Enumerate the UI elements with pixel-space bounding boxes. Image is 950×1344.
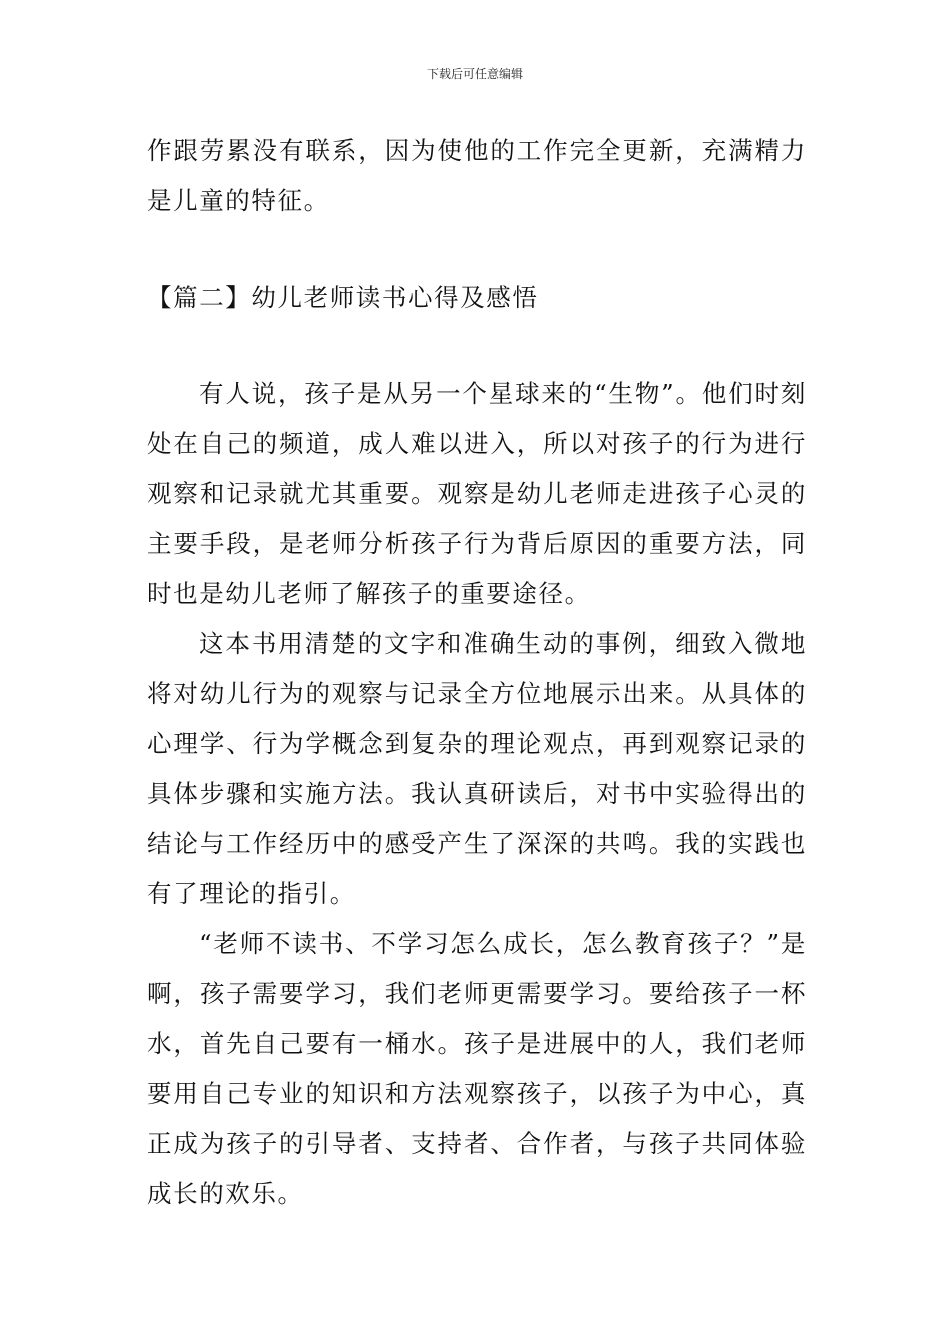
body-paragraph-3: “老师不读书、不学习怎么成长，怎么教育孩子？”是啊，孩子需要学习，我们老师更需要学习。要给孩子一杯水，首先自己要有一桶水。孩子是进展中的人，我们老师要用自己专业的知识和方法观察孩子，以孩子为中心，真正成为孩子的引导者、支持者、合作者，与孩子共同体验成长的欢乐。	[147, 929, 807, 1208]
spacer	[147, 226, 807, 273]
body-paragraph-2: 这本书用清楚的文字和准确生动的事例，细致入微地将对幼儿行为的观察与记录全方位地展示出来。从具体的心理学、行为学概念到复杂的理论观点，再到观察记录的具体步骤和实施方法。我认真研读后，对书中实验得出的结论与工作经历中的感受产生了深深的共鸣。我的实践也有了理论的指引。	[147, 629, 807, 908]
page-header-note: 下载后可任意编辑	[426, 67, 523, 81]
document-body	[147, 126, 807, 1219]
spacer	[147, 323, 807, 369]
intro-paragraph: 作跟劳累没有联系，因为使他的工作完全更新，充满精力是儿童的特征。	[147, 136, 807, 215]
section-title: 【篇二】幼儿老师读书心得及感悟	[147, 283, 539, 312]
body-paragraph-1: 有人说，孩子是从另一个星球来的“生物”。他们时刻处在自己的频道，成人难以进入，所以对孩子的行为进行观察和记录就尤其重要。观察是幼儿老师走进孩子心灵的主要手段，是老师分析孩子行为背后原因的重要方法，同时也是幼儿老师了解孩子的重要途径。	[147, 379, 807, 608]
